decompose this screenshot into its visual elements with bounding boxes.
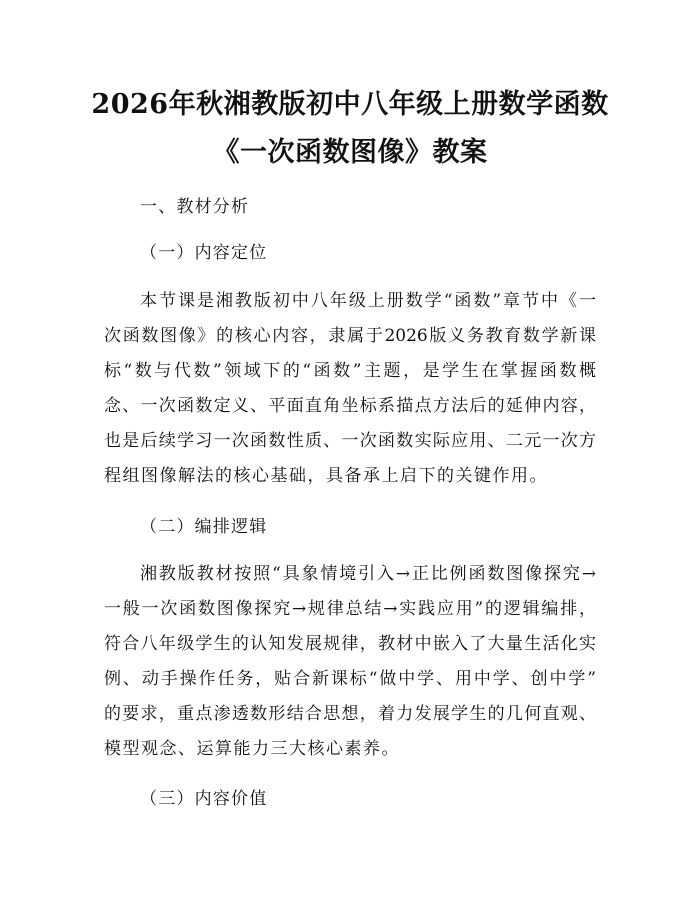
section-heading-textbook-analysis: 一、教材分析 [140, 197, 250, 217]
paragraph-line: 本节课是湘教版初中八年级上册数学“函数”章节中《一 [140, 291, 596, 311]
subsection-heading-content-value: （三）内容价值 [140, 789, 268, 809]
subsection-heading-arrangement-logic: （二）编排逻辑 [140, 517, 268, 537]
paragraph-line: 也是后续学习一次函数性质、一次函数实际应用、二元一次方 [104, 431, 596, 451]
paragraph-line: 念、一次函数定义、平面直角坐标系描点方法后的延伸内容， [104, 396, 596, 416]
document-title-line-2: 《一次函数图像》教案 [212, 137, 488, 168]
document-title-line-1: 2026年秋湘教版初中八年级上册数学函数 [91, 89, 609, 120]
paragraph-line: 模型观念、运算能力三大核心素养。 [104, 739, 400, 759]
paragraph-line: 标“数与代数”领域下的“函数”主题，是学生在掌握函数概 [104, 361, 596, 381]
paragraph-line: 次函数图像》的核心内容，隶属于2026版义务教育数学新课 [104, 326, 596, 346]
paragraph-line: 一般一次函数图像探究→规律总结→实践应用”的逻辑编排， [104, 599, 596, 619]
paragraph-line: 例、动手操作任务，贴合新课标“做中学、用中学、创中学” [104, 669, 596, 689]
paragraph-line: 符合八年级学生的认知发展规律，教材中嵌入了大量生活化实 [104, 634, 596, 654]
paragraph-line: 程组图像解法的核心基础，具备承上启下的关键作用。 [104, 466, 548, 486]
subsection-heading-content-positioning: （一）内容定位 [140, 243, 268, 263]
paragraph-line: 的要求，重点渗透数形结合思想，着力发展学生的几何直观、 [104, 704, 596, 724]
paragraph-line: 湘教版教材按照“具象情境引入→正比例函数图像探究→ [140, 564, 596, 584]
